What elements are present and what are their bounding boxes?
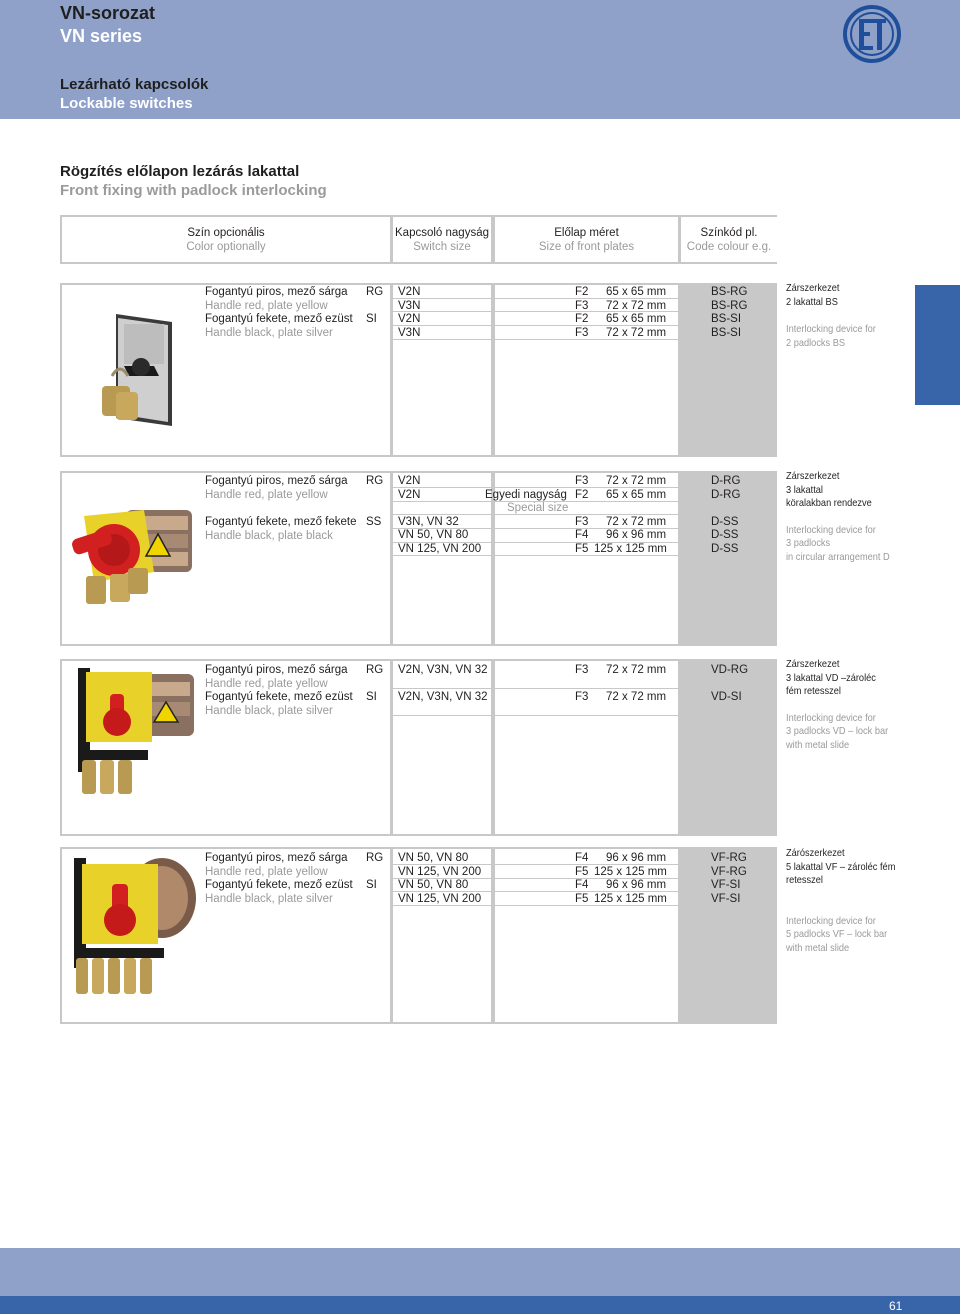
page-footer-bar xyxy=(0,1296,960,1314)
eti-logo-icon xyxy=(842,4,902,64)
color-code: BS-SI xyxy=(711,313,742,325)
switch-size: VN 50, VN 80 xyxy=(398,529,469,541)
switch-size: V3N xyxy=(398,300,421,312)
vf-padlock-switch-image xyxy=(66,854,198,1000)
plate-dim: 96 x 96 mm xyxy=(606,852,667,864)
switch-size: V2N, V3N, VN 32 xyxy=(398,664,488,676)
color-code: VF-RG xyxy=(711,852,747,864)
section-title-hu: Rögzítés előlapon lezárás lakattal xyxy=(60,163,300,180)
plate-dim: 65 x 65 mm xyxy=(606,286,667,298)
color-code: D-RG xyxy=(711,475,741,487)
plate-dim: 65 x 65 mm xyxy=(606,489,667,501)
handle-hu: Fogantyú fekete, mező ezüst xyxy=(205,313,353,325)
handle-hu: Fogantyú fekete, mező ezüst xyxy=(205,879,353,891)
color-code: D-RG xyxy=(711,489,741,501)
handle-code: SS xyxy=(366,516,382,528)
chapter-side-tab xyxy=(915,285,960,405)
switch-size: VN 125, VN 200 xyxy=(398,893,482,905)
color-code: VD-RG xyxy=(711,664,749,676)
plate-dim: 96 x 96 mm xyxy=(606,529,667,541)
handle-hu: Fogantyú fekete, mező ezüst xyxy=(205,691,353,703)
handle-hu: Fogantyú piros, mező sárga xyxy=(205,852,348,864)
plate-dim: 72 x 72 mm xyxy=(606,516,667,528)
color-code: VF-SI xyxy=(711,879,741,891)
page-header xyxy=(0,0,960,119)
handle-hu: Fogantyú piros, mező sárga xyxy=(205,286,348,298)
switch-size: V2N, V3N, VN 32 xyxy=(398,691,488,703)
switch-size: V2N xyxy=(398,475,421,487)
switch-size: VN 125, VN 200 xyxy=(398,543,482,555)
color-code: D-SS xyxy=(711,516,739,528)
color-code: D-SS xyxy=(711,529,739,541)
plate-code: F5 xyxy=(575,866,589,878)
plate-code: F2 xyxy=(575,313,589,325)
switch-size: VN 50, VN 80 xyxy=(398,879,469,891)
color-code: BS-SI xyxy=(711,327,742,339)
d-padlock-switch-image xyxy=(64,494,196,616)
plate-dim: 65 x 65 mm xyxy=(606,313,667,325)
color-code: VF-SI xyxy=(711,893,741,905)
plate-code: F4 xyxy=(575,529,589,541)
plate-code: F5 xyxy=(575,543,589,555)
category-title-hu: Lezárható kapcsolók xyxy=(60,76,209,93)
plate-code: F4 xyxy=(575,879,589,891)
vd-padlock-switch-image xyxy=(72,664,198,800)
handle-code: RG xyxy=(366,475,384,487)
plate-code: F2 xyxy=(575,489,589,501)
column-header-row xyxy=(60,215,777,264)
handle-en: Handle red, plate yellow xyxy=(205,489,328,501)
switch-size: V2N xyxy=(398,489,421,501)
plate-code: F3 xyxy=(575,691,589,703)
handle-hu: Fogantyú piros, mező sárga xyxy=(205,475,348,487)
column-header-color: Szín opcionális Color optionally xyxy=(62,217,390,262)
plate-dim: 72 x 72 mm xyxy=(606,475,667,487)
column-header-plate-size: Előlap méret Size of front plates xyxy=(495,217,678,262)
plate-code: F3 xyxy=(575,327,589,339)
special-size-hu: Egyedi nagyság xyxy=(485,489,567,501)
handle-hu: Fogantyú piros, mező sárga xyxy=(205,664,348,676)
special-size-en: Special size xyxy=(507,502,569,514)
handle-en: Handle black, plate black xyxy=(205,530,333,542)
series-title-en: VN series xyxy=(60,26,143,46)
plate-dim: 125 x 125 mm xyxy=(594,543,667,555)
column-header-color-code: Színkód pl. Code colour e.g. xyxy=(681,217,777,262)
plate-code: F5 xyxy=(575,893,589,905)
switch-size: V3N, VN 32 xyxy=(398,516,459,528)
switch-size: V2N xyxy=(398,313,421,325)
color-code: D-SS xyxy=(711,543,739,555)
handle-code: RG xyxy=(366,852,384,864)
handle-en: Handle red, plate yellow xyxy=(205,866,328,878)
plate-code: F3 xyxy=(575,300,589,312)
interlock-note: Zárszerkezet 2 lakattal BS Interlocking device for 2 padlocks BS xyxy=(786,282,876,349)
handle-en: Handle black, plate silver xyxy=(205,705,333,717)
handle-code: SI xyxy=(366,691,377,703)
page-footer xyxy=(0,1248,960,1296)
handle-en: Handle red, plate yellow xyxy=(205,300,328,312)
handle-en: Handle black, plate silver xyxy=(205,893,333,905)
handle-en: Handle black, plate silver xyxy=(205,327,333,339)
plate-code: F2 xyxy=(575,286,589,298)
plate-dim: 72 x 72 mm xyxy=(606,664,667,676)
page-number: 61 xyxy=(889,1299,903,1313)
color-code: VF-RG xyxy=(711,866,747,878)
switch-size: VN 50, VN 80 xyxy=(398,852,469,864)
interlock-note: Zárszerkezet 3 lakattal köralakban rendezve Interlocking device for 3 padlocks in circular arrangement D xyxy=(786,470,890,563)
section-title-en: Front fixing with padlock interlocking xyxy=(60,182,327,199)
plate-dim: 96 x 96 mm xyxy=(606,879,667,891)
interlock-note: Zárószerkezet 5 lakattal VF – zároléc fém retesszel Interlocking device for 5 padlocks VF – lock bar with metal slide xyxy=(786,847,896,954)
plate-dim: 72 x 72 mm xyxy=(606,691,667,703)
handle-code: RG xyxy=(366,664,384,676)
color-code: BS-RG xyxy=(711,286,748,298)
plate-dim: 72 x 72 mm xyxy=(606,327,667,339)
plate-code: F3 xyxy=(575,475,589,487)
plate-code: F3 xyxy=(575,516,589,528)
plate-code: F4 xyxy=(575,852,589,864)
plate-code: F3 xyxy=(575,664,589,676)
handle-hu: Fogantyú fekete, mező fekete xyxy=(205,516,357,528)
switch-size: V3N xyxy=(398,327,421,339)
category-title-en: Lockable switches xyxy=(60,95,193,112)
color-code: BS-RG xyxy=(711,300,748,312)
plate-dim: 125 x 125 mm xyxy=(594,866,667,878)
interlock-note: Zárszerkezet 3 lakattal VD –zároléc fém retesszel Interlocking device for 3 padlocks VD – lock bar with metal slide xyxy=(786,658,889,751)
bs-padlock-switch-image xyxy=(94,314,174,430)
switch-size: V2N xyxy=(398,286,421,298)
series-title-hu: VN-sorozat xyxy=(60,3,156,23)
handle-en: Handle red, plate yellow xyxy=(205,678,328,690)
switch-size: VN 125, VN 200 xyxy=(398,866,482,878)
handle-code: SI xyxy=(366,879,377,891)
handle-code: SI xyxy=(366,313,377,325)
column-header-switch-size: Kapcsoló nagyság Switch size xyxy=(393,217,491,262)
handle-code: RG xyxy=(366,286,384,298)
plate-dim: 72 x 72 mm xyxy=(606,300,667,312)
color-code: VD-SI xyxy=(711,691,742,703)
plate-dim: 125 x 125 mm xyxy=(594,893,667,905)
